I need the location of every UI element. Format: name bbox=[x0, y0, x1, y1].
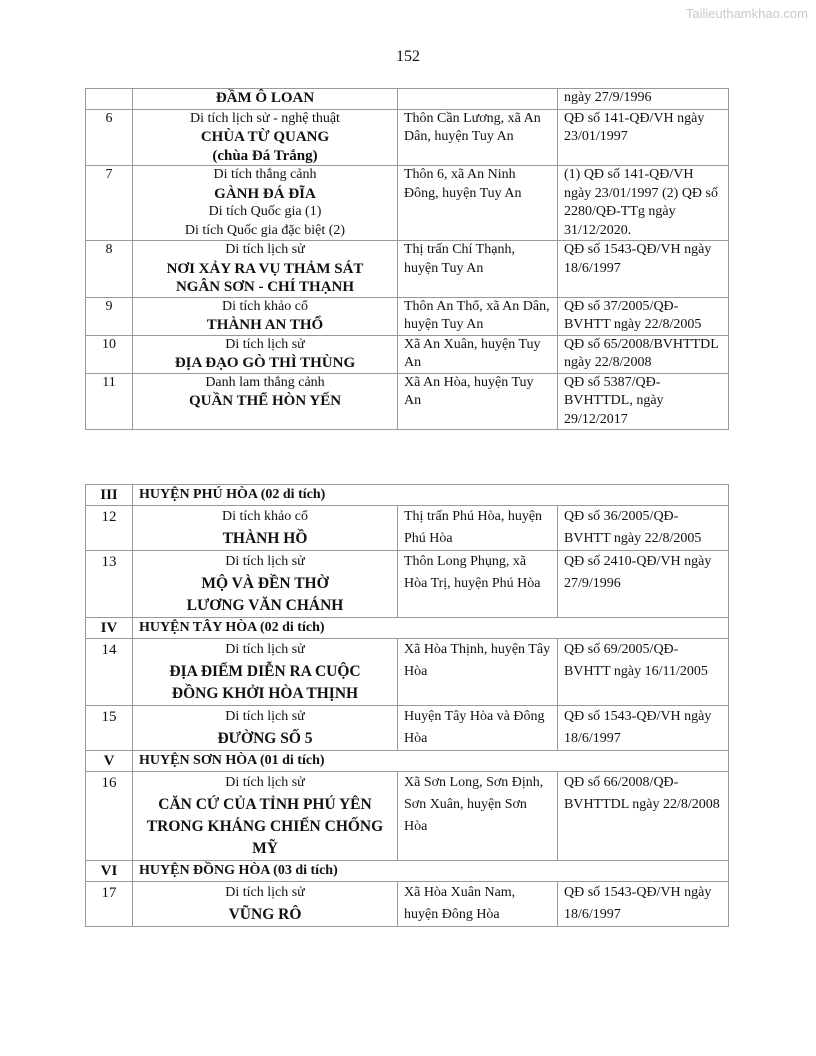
row-number: 9 bbox=[105, 298, 113, 314]
site-type: Di tích lịch sử bbox=[225, 885, 305, 900]
section-roman: IV bbox=[100, 620, 118, 636]
location-text: Xã Hòa Thịnh, huyện Tây Hòa bbox=[404, 642, 551, 679]
location-cell bbox=[398, 882, 558, 927]
row-number-cell bbox=[86, 639, 133, 706]
site-name-cell bbox=[133, 882, 398, 927]
section-title: HUYỆN PHÚ HÒA (02 di tích) bbox=[139, 487, 326, 502]
row-number-cell bbox=[86, 506, 133, 551]
decision-text: ngày 27/9/1996 bbox=[564, 90, 652, 105]
location-text: Xã Sơn Long, Sơn Định, Sơn Xuân, huyện Sơn Hòa bbox=[404, 775, 544, 834]
table-row bbox=[86, 109, 729, 166]
location-cell bbox=[398, 551, 558, 618]
site-type: Di tích lịch sử bbox=[225, 336, 305, 352]
section-title-cell bbox=[133, 485, 729, 506]
site-name: THÀNH AN THỔ bbox=[206, 317, 324, 333]
site-name: ĐƯỜNG SỐ 5 bbox=[217, 730, 313, 747]
row-number-cell bbox=[86, 335, 133, 373]
section-roman-cell bbox=[86, 618, 133, 639]
watermark: Tailieuthamkhao.com bbox=[685, 6, 808, 21]
location-text: Thôn 6, xã An Ninh Đông, huyện Tuy An bbox=[404, 167, 522, 201]
section-title-cell bbox=[133, 618, 729, 639]
site-name-cell bbox=[133, 639, 398, 706]
row-number: 10 bbox=[102, 336, 116, 352]
table-row bbox=[86, 335, 729, 373]
site-type: Di tích khảo cổ bbox=[222, 298, 308, 314]
location-cell bbox=[398, 166, 558, 241]
table-row bbox=[86, 772, 729, 861]
site-name: VŨNG RÔ bbox=[228, 906, 302, 923]
decision-cell bbox=[558, 109, 729, 166]
decision-cell bbox=[558, 639, 729, 706]
decision-cell bbox=[558, 772, 729, 861]
location-cell bbox=[398, 772, 558, 861]
row-number: 13 bbox=[101, 554, 117, 570]
location-text: Thôn Long Phụng, xã Hòa Trị, huyện Phú Hòa bbox=[404, 554, 541, 591]
decision-text: QĐ số 2410-QĐ/VH ngày 27/9/1996 bbox=[564, 554, 712, 591]
location-cell bbox=[398, 373, 558, 430]
site-name: ĐỒNG KHỞI HÒA THỊNH bbox=[171, 685, 359, 702]
site-name: TRONG KHÁNG CHIẾN CHỐNG bbox=[146, 818, 384, 835]
section-title: HUYỆN ĐỒNG HÒA (03 di tích) bbox=[139, 863, 338, 878]
site-type: Danh lam thắng cảnh bbox=[205, 374, 325, 390]
table-row bbox=[86, 706, 729, 751]
table-row bbox=[86, 166, 729, 241]
decision-text: QĐ số 5387/QĐ-BVHTTDL, ngày 29/12/2017 bbox=[564, 374, 664, 427]
section-title: HUYỆN SƠN HÒA (01 di tích) bbox=[139, 753, 325, 768]
site-name-cell bbox=[133, 89, 398, 110]
site-name: ĐỊA ĐẠO GÒ THÌ THÙNG bbox=[174, 355, 356, 371]
row-number-cell bbox=[86, 241, 133, 298]
decision-text: QĐ số 69/2005/QĐ-BVHTT ngày 16/11/2005 bbox=[564, 642, 708, 679]
decision-cell bbox=[558, 166, 729, 241]
site-name-cell bbox=[133, 551, 398, 618]
site-name: NƠI XẢY RA VỤ THẢM SÁT bbox=[166, 260, 364, 277]
site-name: GÀNH ĐÁ ĐĨA bbox=[214, 185, 316, 202]
decision-cell bbox=[558, 882, 729, 927]
site-name: LƯƠNG VĂN CHÁNH bbox=[186, 597, 344, 614]
table-row bbox=[86, 297, 729, 335]
decision-cell bbox=[558, 373, 729, 430]
location-cell bbox=[398, 639, 558, 706]
site-type: Di tích lịch sử bbox=[225, 709, 305, 724]
section-roman-cell bbox=[86, 751, 133, 772]
location-text: Huyện Tây Hòa và Đông Hòa bbox=[404, 709, 545, 746]
site-classification: Di tích Quốc gia đặc biệt (2) bbox=[184, 222, 346, 238]
location-text: Thị trấn Phú Hòa, huyện Phú Hòa bbox=[404, 509, 543, 546]
location-text: Thôn An Thổ, xã An Dân, huyện Tuy An bbox=[404, 298, 550, 332]
site-name: THÀNH HỒ bbox=[222, 530, 308, 547]
row-number-cell bbox=[86, 706, 133, 751]
row-number-cell bbox=[86, 772, 133, 861]
section-header-row bbox=[86, 861, 729, 882]
row-number: 11 bbox=[102, 374, 116, 390]
section-roman: V bbox=[103, 753, 115, 769]
section-header-row bbox=[86, 485, 729, 506]
row-number-cell bbox=[86, 551, 133, 618]
site-name: CHÙA TỪ QUANG bbox=[200, 129, 330, 145]
section-roman-cell bbox=[86, 485, 133, 506]
site-type: Di tích khảo cổ bbox=[222, 509, 308, 524]
site-name: (chùa Đá Trắng) bbox=[212, 147, 318, 164]
site-type: Di tích lịch sử bbox=[225, 775, 305, 790]
table-row bbox=[86, 639, 729, 706]
location-cell bbox=[398, 89, 558, 110]
site-name-cell bbox=[133, 109, 398, 166]
site-name: ĐỊA ĐIỂM DIỄN RA CUỘC bbox=[169, 663, 361, 680]
heritage-table-1 bbox=[85, 88, 729, 430]
site-name: MỸ bbox=[252, 840, 278, 857]
site-type: Di tích lịch sử - nghệ thuật bbox=[190, 110, 340, 126]
site-name-cell bbox=[133, 241, 398, 298]
section-header-row bbox=[86, 751, 729, 772]
site-name-cell bbox=[133, 506, 398, 551]
decision-cell bbox=[558, 335, 729, 373]
location-cell bbox=[398, 241, 558, 298]
site-name: NGÂN SƠN - CHÍ THẠNH bbox=[175, 279, 355, 295]
decision-cell bbox=[558, 706, 729, 751]
decision-text: QĐ số 37/2005/QĐ-BVHTT ngày 22/8/2005 bbox=[564, 298, 702, 332]
decision-text: (1) QĐ số 141-QĐ/VH ngày 23/01/1997 (2) QĐ số 2280/QĐ-TTg ngày 31/12/2020. bbox=[564, 167, 718, 238]
row-number: 15 bbox=[101, 709, 117, 725]
site-name: ĐẦM Ô LOAN bbox=[215, 90, 315, 106]
row-number-cell bbox=[86, 109, 133, 166]
location-cell bbox=[398, 297, 558, 335]
site-type: Di tích thắng cảnh bbox=[213, 167, 317, 182]
site-name: QUẦN THỂ HÒN YẾN bbox=[188, 393, 342, 409]
decision-cell bbox=[558, 241, 729, 298]
row-number-cell bbox=[86, 882, 133, 927]
section-header-row bbox=[86, 618, 729, 639]
location-cell bbox=[398, 506, 558, 551]
site-classification: Di tích Quốc gia (1) bbox=[208, 204, 322, 219]
decision-text: QĐ số 1543-QĐ/VH ngày 18/6/1997 bbox=[564, 885, 712, 922]
table-row bbox=[86, 551, 729, 618]
site-type: Di tích lịch sử bbox=[225, 554, 305, 569]
location-text: Xã An Xuân, huyện Tuy An bbox=[404, 336, 541, 370]
row-number: 17 bbox=[101, 885, 117, 901]
decision-text: QĐ số 1543-QĐ/VH ngày 18/6/1997 bbox=[564, 709, 712, 746]
row-number-cell bbox=[86, 89, 133, 110]
table-row bbox=[86, 882, 729, 927]
table-row bbox=[86, 89, 729, 110]
location-text: Xã An Hòa, huyện Tuy An bbox=[404, 374, 534, 408]
row-number: 12 bbox=[101, 509, 117, 525]
location-text: Xã Hòa Xuân Nam, huyện Đông Hòa bbox=[404, 885, 516, 922]
site-type: Di tích lịch sử bbox=[225, 642, 305, 657]
row-number-cell bbox=[86, 373, 133, 430]
table-row bbox=[86, 506, 729, 551]
row-number: 14 bbox=[101, 642, 117, 658]
section-title-cell bbox=[133, 751, 729, 772]
location-cell bbox=[398, 109, 558, 166]
site-name-cell bbox=[133, 297, 398, 335]
site-name-cell bbox=[133, 706, 398, 751]
table-row bbox=[86, 241, 729, 298]
decision-cell bbox=[558, 297, 729, 335]
site-name-cell bbox=[133, 772, 398, 861]
row-number: 8 bbox=[105, 242, 113, 257]
decision-text: QĐ số 141-QĐ/VH ngày 23/01/1997 bbox=[564, 110, 705, 144]
location-cell bbox=[398, 335, 558, 373]
location-text: Thôn Cần Lương, xã An Dân, huyện Tuy An bbox=[404, 110, 541, 144]
table-row bbox=[86, 373, 729, 430]
section-roman-cell bbox=[86, 861, 133, 882]
decision-text: QĐ số 36/2005/QĐ-BVHTT ngày 22/8/2005 bbox=[564, 509, 702, 546]
site-name: MỘ VÀ ĐỀN THỜ bbox=[201, 575, 329, 592]
section-title: HUYỆN TÂY HÒA (02 di tích) bbox=[139, 620, 325, 635]
section-roman: III bbox=[100, 487, 118, 503]
row-number: 6 bbox=[105, 110, 113, 126]
site-type: Di tích lịch sử bbox=[225, 242, 305, 257]
row-number: 16 bbox=[101, 775, 117, 791]
location-text: Thị trấn Chí Thạnh, huyện Tuy An bbox=[404, 242, 515, 276]
decision-text: QĐ số 1543-QĐ/VH ngày 18/6/1997 bbox=[564, 242, 712, 276]
site-name-cell bbox=[133, 335, 398, 373]
decision-cell bbox=[558, 506, 729, 551]
decision-text: QĐ số 65/2008/BVHTTDL ngày 22/8/2008 bbox=[564, 336, 719, 370]
page-number: 152 bbox=[396, 48, 420, 65]
section-title-cell bbox=[133, 861, 729, 882]
site-name-cell bbox=[133, 166, 398, 241]
decision-text: QĐ số 66/2008/QĐ-BVHTTDL ngày 22/8/2008 bbox=[564, 775, 720, 812]
section-roman: VI bbox=[100, 863, 118, 879]
site-name-cell bbox=[133, 373, 398, 430]
location-cell bbox=[398, 706, 558, 751]
decision-cell bbox=[558, 89, 729, 110]
row-number: 7 bbox=[105, 167, 113, 182]
site-name: CĂN CỨ CỦA TỈNH PHÚ YÊN bbox=[158, 796, 372, 813]
row-number-cell bbox=[86, 297, 133, 335]
row-number-cell bbox=[86, 166, 133, 241]
decision-cell bbox=[558, 551, 729, 618]
heritage-table-2 bbox=[85, 484, 729, 927]
